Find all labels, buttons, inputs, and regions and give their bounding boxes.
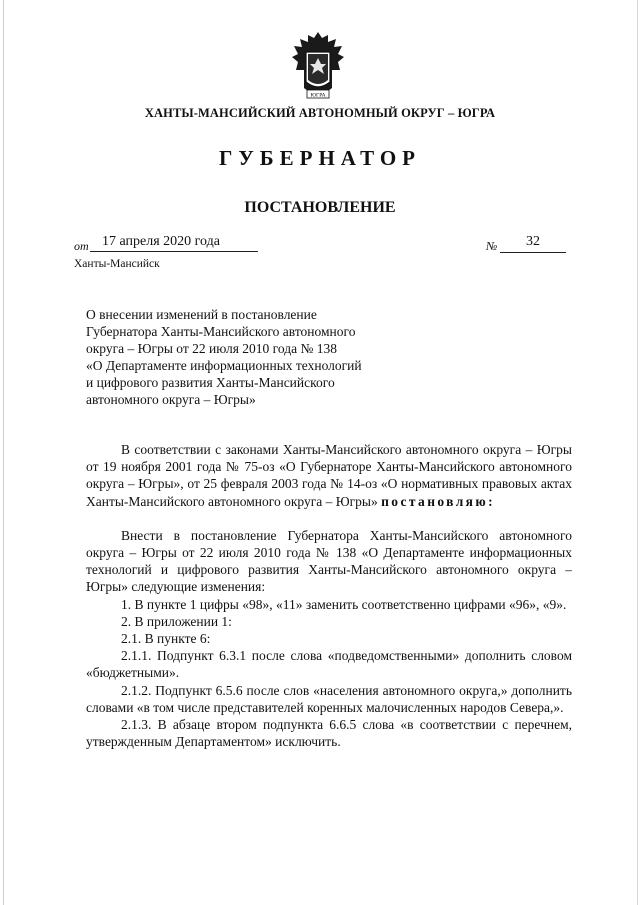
paragraph-item-1: 1. В пункте 1 цифры «98», «11» заменить соответственно цифрами «96», «9».	[121, 596, 567, 612]
region-heading: ХАНТЫ-МАНСИЙСКИЙ АВТОНОМНЫЙ ОКРУГ – ЮГРА	[144, 106, 496, 120]
document-body	[86, 441, 572, 750]
document-date: 17 апреля 2020 года	[90, 234, 258, 252]
svg-text:ЮГРА: ЮГРА	[310, 92, 326, 99]
subject-line: «О Департаменте информационных технологий	[86, 358, 362, 373]
coat-of-arms-emblem	[288, 30, 348, 102]
date-label: от	[74, 239, 89, 253]
paragraph-item-2-1: 2.1. В пункте 6:	[121, 631, 211, 647]
number-label: №	[486, 239, 498, 253]
document-number: 32	[500, 234, 566, 253]
resolve-word: постановляю:	[381, 493, 495, 509]
paragraph-item-2-1-2: 2.1.2. Подпункт 6.5.6 после слов «населения автономного округа,» дополнить словами «в том числе представителей коренных малочисленных народов Севера,».	[86, 682, 572, 715]
scan-edge-left	[3, 0, 4, 905]
preamble-paragraph	[86, 441, 572, 510]
subject-line: автономного округа – Югры»	[86, 392, 256, 407]
subject-line: О внесении изменений в постановление	[86, 307, 317, 322]
preamble-text: В соответствии с законами Ханты-Мансийского автономного округа – Югры от 19 ноября 2001 года № 75-оз «О Губернаторе Ханты-Мансийского автономного округа – Югры», от 25 февраля 2003 года № 14-оз «О нормативных правовых актах Ханты-Мансийского автономного округа – Югры»	[86, 442, 572, 509]
governor-heading: ГУБЕРНАТОР	[218, 146, 422, 170]
paragraph-item-2-1-1: 2.1.1. Подпункт 6.3.1 после слова «подведомственными» дополнить словом «бюджетными».	[86, 648, 572, 681]
date-number-row	[74, 234, 574, 256]
scan-edge-right	[637, 0, 638, 905]
document-type-heading: ПОСТАНОВЛЕНИЕ	[244, 199, 396, 216]
subject-line: и цифрового развития Ханты-Мансийского	[86, 375, 335, 390]
document-subject	[86, 306, 416, 408]
subject-line: округа – Югры от 22 июля 2010 года № 138	[86, 341, 337, 356]
subject-line: Губернатора Ханты-Мансийского автономного	[86, 324, 356, 339]
paragraph-intro: Внести в постановление Губернатора Ханты-Мансийского автономного округа – Югры от 22 июля 2010 года № 138 «О Департаменте информационных технологий и цифрового развития Ханты-Мансийского автономного округа – Югры» следующие изменения:	[86, 527, 572, 595]
paragraph-item-2: 2. В приложении 1:	[121, 613, 232, 629]
paragraph-item-2-1-3: 2.1.3. В абзаце втором подпункта 6.6.5 слова «в соответствии с перечнем, утвержденным Департаментом» исключить.	[86, 717, 572, 750]
document-city: Ханты-Мансийск	[74, 258, 160, 270]
